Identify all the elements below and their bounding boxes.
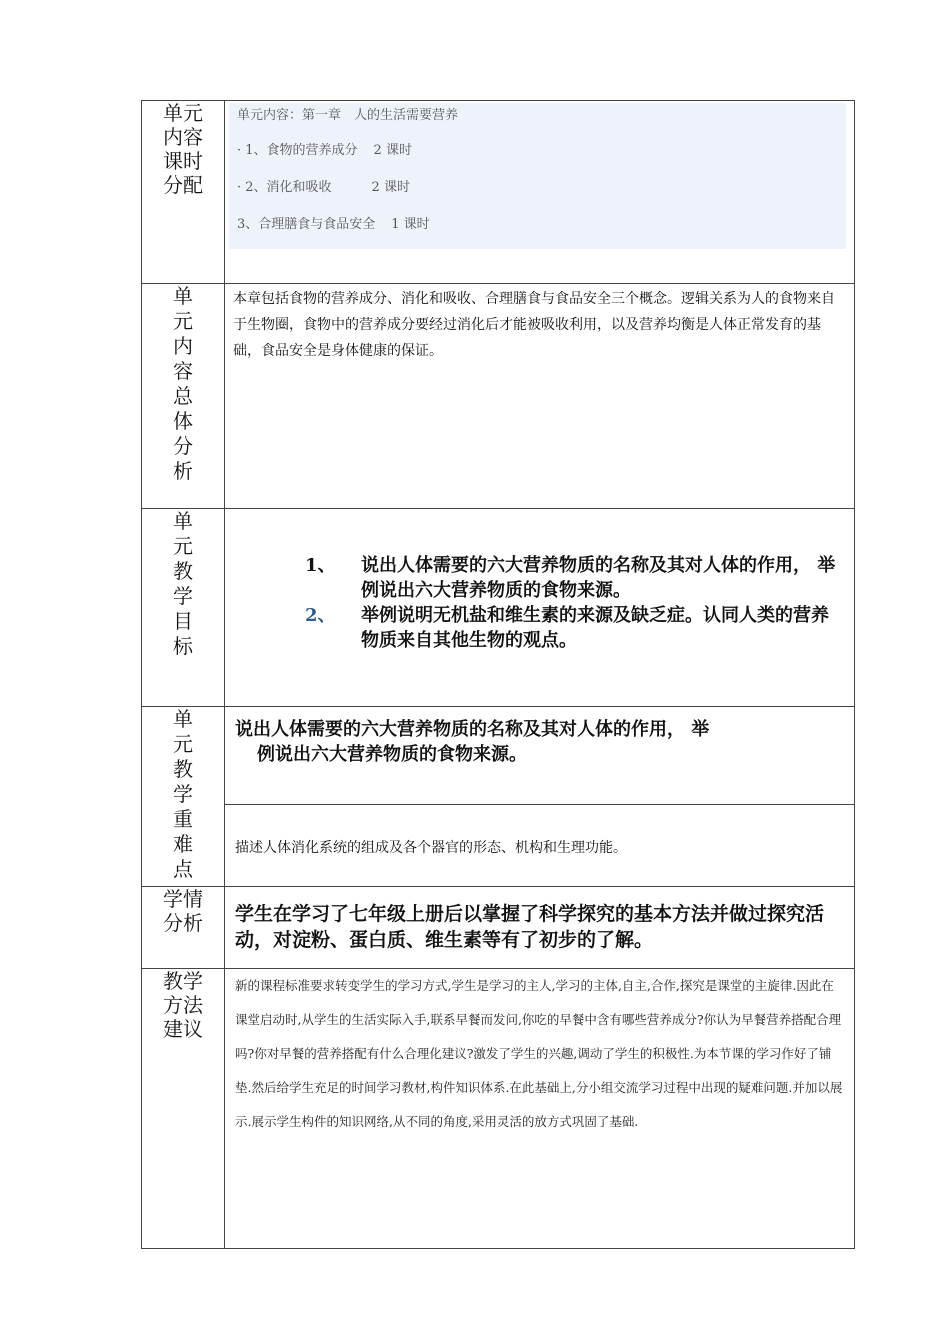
unit-plan-table — [141, 100, 855, 1249]
label-char: 体 — [173, 409, 193, 433]
content-method — [225, 969, 855, 1249]
label-keypoints — [142, 707, 225, 887]
label-char: 单 — [173, 509, 193, 533]
row-hours — [142, 101, 855, 284]
label-line: 课时 — [163, 149, 203, 173]
goal-number: 1、 — [305, 555, 336, 576]
label-char: 元 — [173, 309, 193, 333]
hours-item — [237, 206, 846, 243]
hours-item-name: 3、合理膳食与食品安全 — [237, 217, 376, 232]
difficult-point-text: 描述人体消化系统的组成及各个器官的形态、机构和生理功能。 — [235, 840, 627, 856]
key-point-text — [225, 707, 854, 767]
label-char: 学 — [173, 584, 193, 608]
label-char: 单 — [173, 707, 193, 731]
unit-content-title: 单元内容：第一章 人的生活需要营养 — [237, 108, 459, 123]
content-goals — [225, 509, 855, 707]
label-char: 难 — [173, 832, 193, 856]
label-char: 学 — [173, 782, 193, 806]
goal-item — [305, 603, 846, 653]
label-char: 目 — [173, 609, 193, 633]
label-char: 标 — [173, 634, 193, 658]
row-method — [142, 969, 855, 1249]
content-key-point — [225, 707, 855, 805]
label-char: 容 — [173, 359, 193, 383]
label-line: 内容 — [163, 125, 203, 149]
label-char: 内 — [173, 334, 193, 358]
row-goals — [142, 509, 855, 707]
goal-text: 举例说明无机盐和维生素的来源及缺乏症。认同人类的营养物质来自其他生物的观点。 — [361, 605, 829, 651]
label-line: 建议 — [163, 1017, 203, 1041]
hours-item-name: · 1、食物的营养成分 — [237, 143, 358, 158]
content-student — [225, 887, 855, 969]
label-char: 元 — [173, 534, 193, 558]
label-char: 析 — [173, 459, 193, 483]
label-line: 教学 — [163, 969, 203, 993]
hours-item — [237, 132, 846, 169]
label-char: 单 — [173, 284, 193, 308]
hours-item-count: 1 课时 — [391, 217, 430, 232]
label-line: 分析 — [163, 911, 203, 935]
content-hours — [225, 101, 855, 284]
content-analysis — [225, 284, 855, 509]
label-char: 教 — [173, 757, 193, 781]
label-line: 单元 — [163, 101, 203, 125]
row-keypoints — [142, 707, 855, 805]
label-analysis — [142, 284, 225, 509]
analysis-text: 本章包括食物的营养成分、消化和吸收、合理膳食与食品安全三个概念。逻辑关系为人的食物来自于生物圈，食物中的营养成分要经过消化后才能被吸收利用，以及营养均衡是人体正常发育的基础，食品安全是身体健康的保证。 — [233, 291, 835, 359]
label-method — [142, 969, 225, 1249]
hours-item-count: 2 课时 — [373, 143, 412, 158]
goal-item — [305, 553, 846, 603]
row-difficult — [142, 805, 855, 887]
label-char: 分 — [173, 434, 193, 458]
label-char: 点 — [173, 857, 193, 881]
label-char: 重 — [173, 807, 193, 831]
label-line: 学情 — [163, 887, 203, 911]
hours-item-count: 2 课时 — [371, 180, 410, 195]
row-analysis — [142, 284, 855, 509]
method-text: 新的课程标准要求转变学生的学习方式,学生是学习的主人,学习的主体,自主,合作,探究是课堂的主旋律.因此在课堂启动时,从学生的生活实际入手,联系早餐而发问,你吃的早餐中含有哪些营养成分?你认为早餐营养搭配合理吗?你对早餐的营养搭配有什么合理化建议?激发了学生的兴趣,调动了学生的积极性.为本节课的学习作好了铺垫.然后给学生充足的时间学习教材,构件知识体系.在此基础上,分小组交流学习过程中出现的疑难问题.并加以展示.展示学生构件的知识网络,从不同的角度,采用灵活的放方式巩固了基础. — [235, 978, 843, 1129]
label-goals — [142, 509, 225, 707]
hours-item — [237, 169, 846, 206]
row-student — [142, 887, 855, 969]
student-analysis-text: 学生在学习了七年级上册后以掌握了科学探究的基本方法并做过探究活动，对淀粉、蛋白质、维生素等有了初步的了解。 — [235, 903, 825, 951]
label-hours — [142, 101, 225, 284]
goal-number: 2、 — [305, 605, 336, 626]
key-point-line: 例说出六大营养物质的食物来源。 — [257, 744, 527, 765]
hours-box — [229, 103, 846, 249]
label-char: 元 — [173, 732, 193, 756]
label-char: 教 — [173, 559, 193, 583]
label-char: 总 — [173, 384, 193, 408]
goals-list — [225, 509, 854, 673]
key-point-line: 说出人体需要的六大营养物质的名称及其对人体的作用， 举 — [235, 719, 710, 740]
hours-item-name: · 2、消化和吸收 — [237, 180, 332, 195]
label-line: 分配 — [163, 173, 203, 197]
goal-text: 说出人体需要的六大营养物质的名称及其对人体的作用， 举例说出六大营养物质的食物来源。 — [361, 555, 836, 601]
content-difficult-point — [225, 805, 855, 887]
label-line: 方法 — [163, 993, 203, 1017]
label-student — [142, 887, 225, 969]
